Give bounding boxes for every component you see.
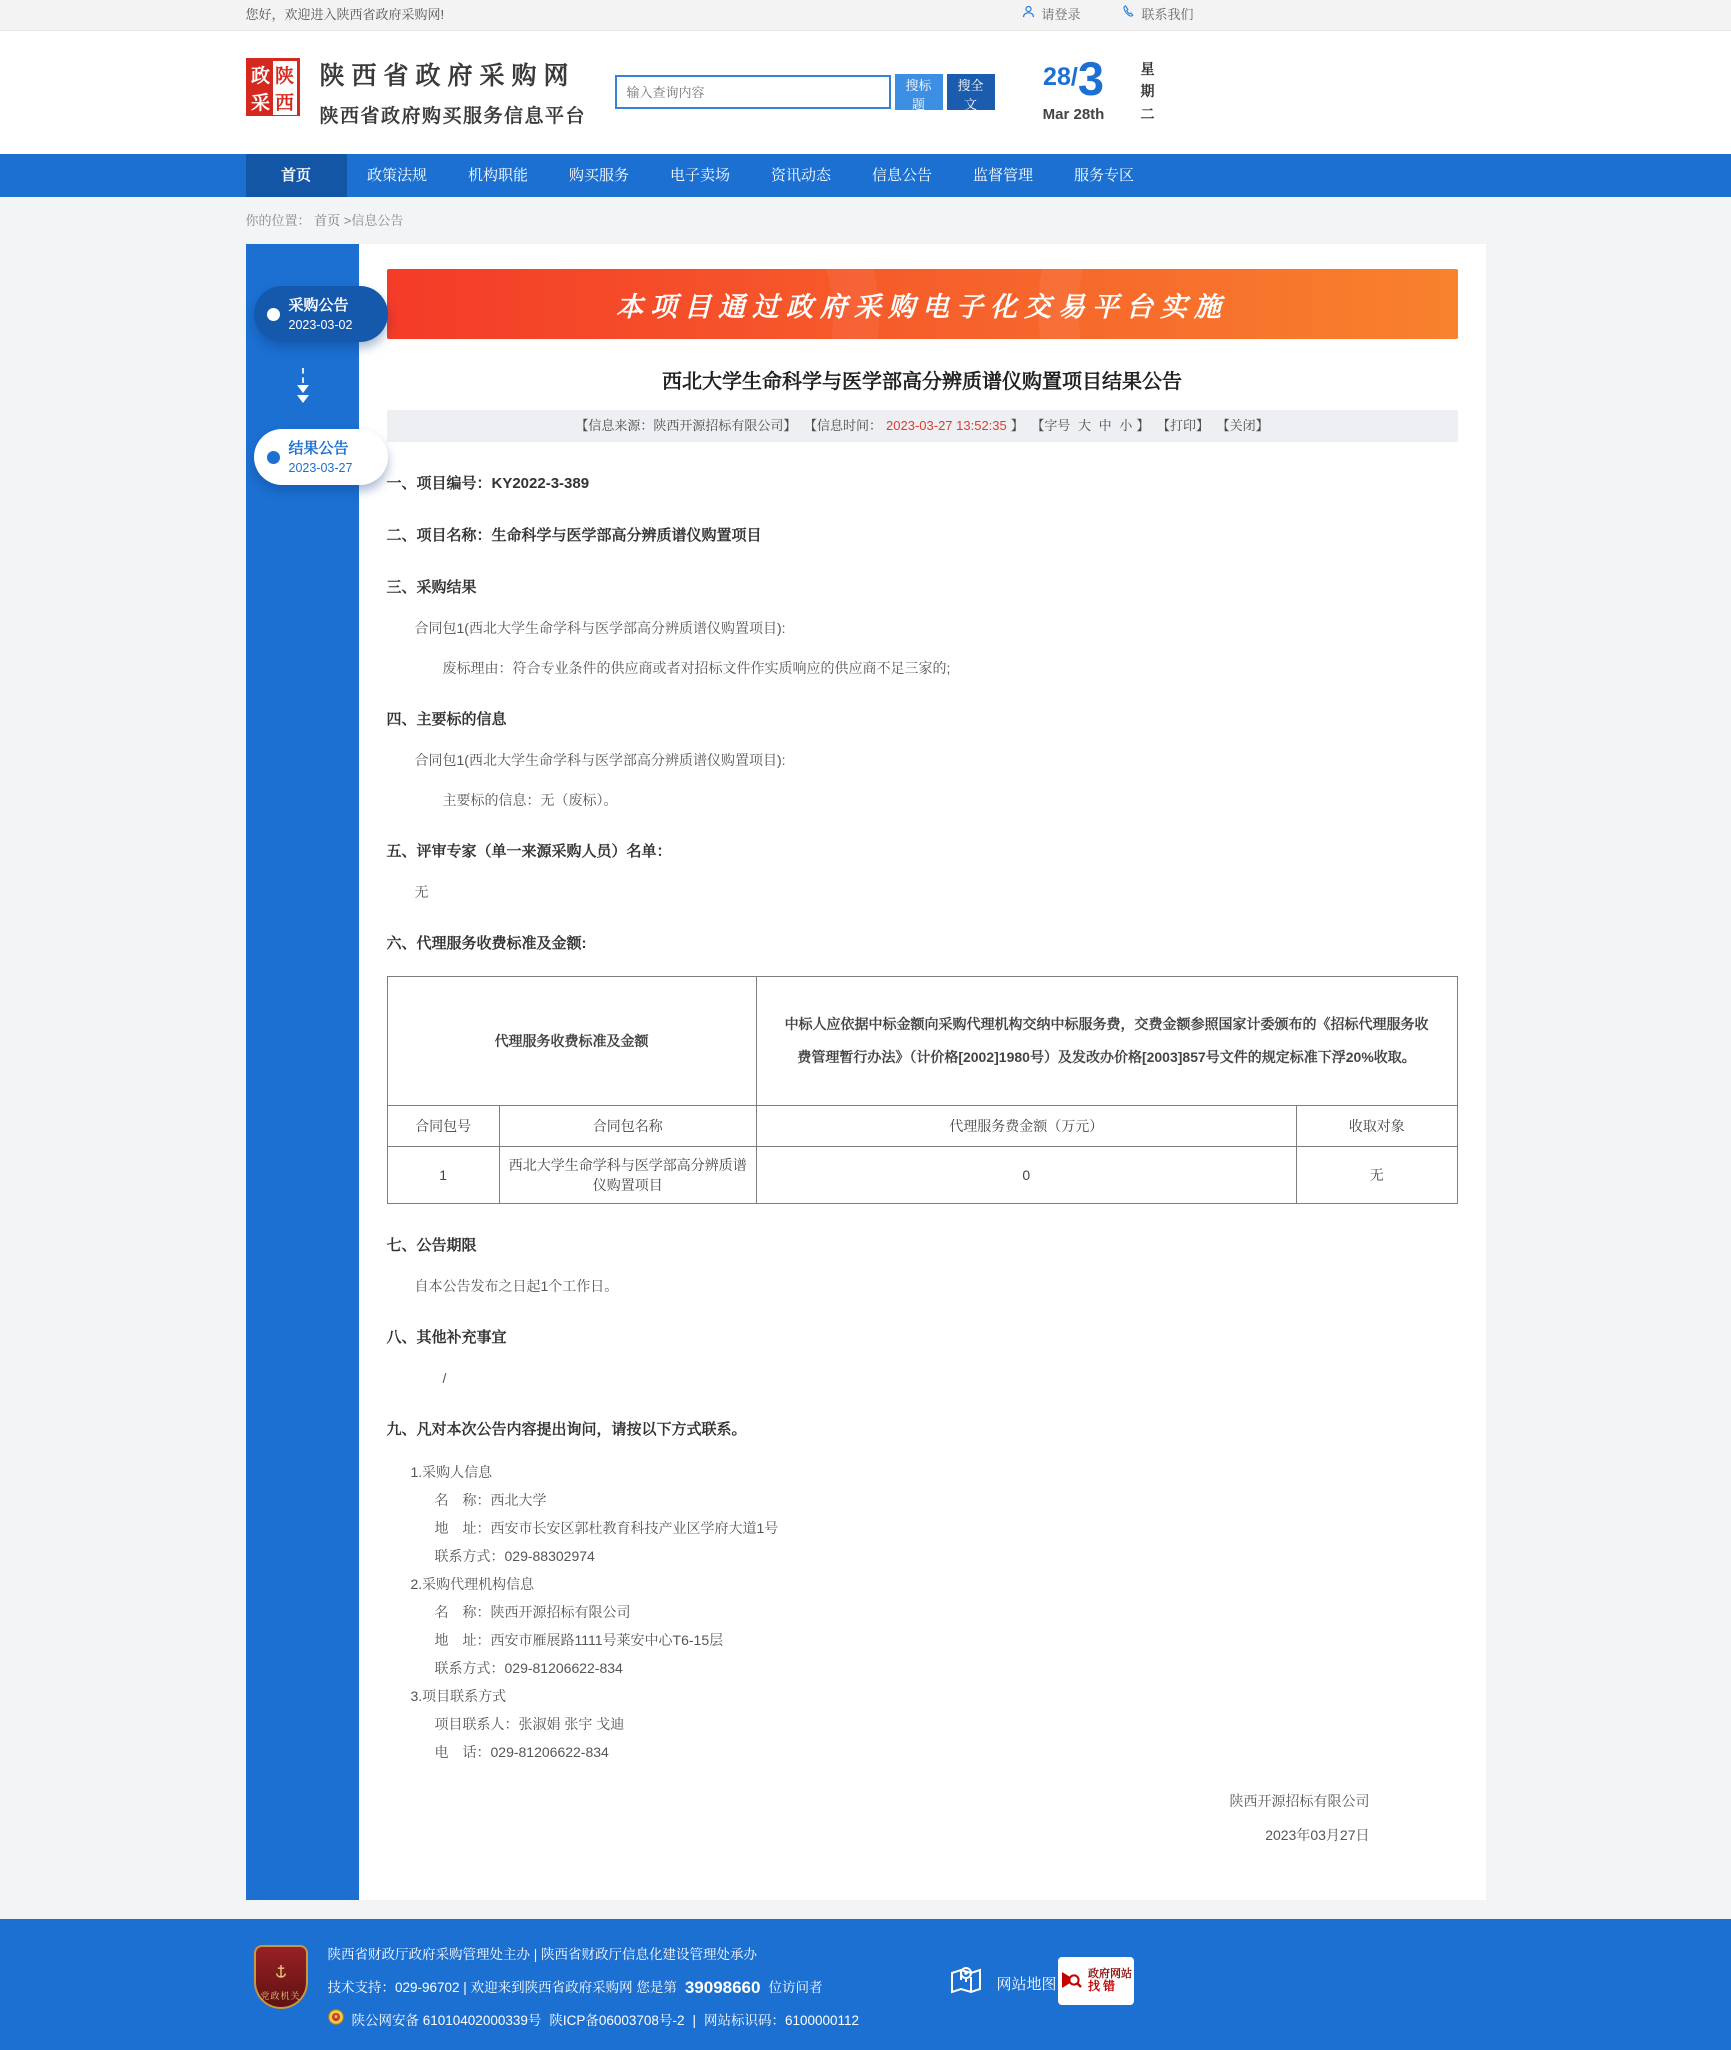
nav-item-announcements[interactable]: 信息公告 bbox=[871, 167, 932, 184]
nav-item-service-zone[interactable]: 服务专区 bbox=[1073, 167, 1134, 184]
buyer-phone: 联系方式：029-88302974 bbox=[434, 1548, 595, 1564]
footer-separator: | bbox=[692, 2013, 696, 2028]
fontsize-large-button[interactable]: 大 bbox=[1078, 418, 1092, 433]
fee-table-merged-title: 代理服务收费标准及金额 bbox=[387, 977, 756, 1106]
nav-item-news[interactable]: 资讯动态 bbox=[770, 167, 831, 184]
phone-icon bbox=[1121, 0, 1136, 30]
site-subtitle: 陕西省政府购买服务信息平台 bbox=[319, 106, 587, 127]
sitemap-label: 网站地图 bbox=[996, 1975, 1057, 1993]
signature-date: 2023年03月27日 bbox=[1265, 1827, 1370, 1843]
meta-time-label: 【信息时间： bbox=[804, 418, 883, 433]
site-logo[interactable] bbox=[246, 58, 300, 116]
table-row bbox=[387, 1147, 1457, 1204]
welcome-text: 您好，欢迎进入陕西省政府采购网! bbox=[245, 7, 445, 22]
meta-time-value: 2023-03-27 13:52:35 bbox=[886, 418, 1007, 433]
agency-fee-table bbox=[387, 976, 1458, 1204]
gov-site-error-report-badge[interactable] bbox=[1058, 1957, 1134, 2005]
user-icon bbox=[1021, 0, 1036, 30]
buyer-name: 名 称：西北大学 bbox=[434, 1492, 547, 1508]
weekday-label: 星期二 bbox=[1140, 61, 1155, 122]
section-5-paragraph: 无 bbox=[414, 884, 429, 900]
meta-fontsize-close: 】 bbox=[1136, 418, 1150, 433]
logo-char: 政 bbox=[249, 61, 273, 88]
police-registration[interactable]: 陕公网安备 61010402000339号 bbox=[351, 2013, 542, 2028]
site-identifier-code: 网站标识码：6100000112 bbox=[703, 2013, 860, 2028]
section-3-heading: 三、采购结果 bbox=[386, 579, 477, 596]
article-meta-bar bbox=[387, 410, 1458, 442]
meta-fontsize-label: 【字号 bbox=[1031, 418, 1071, 433]
fee-table-header: 合同包名称 bbox=[499, 1106, 756, 1147]
date-english: Mar 28th bbox=[1042, 106, 1105, 123]
login-label: 请登录 bbox=[1041, 7, 1081, 22]
date-widget bbox=[1034, 51, 1114, 123]
contact-us-link[interactable] bbox=[1121, 0, 1194, 30]
shield-badge-label: 党政机关 bbox=[260, 1991, 301, 2001]
sidebar-item-date: 2023-03-02 bbox=[288, 317, 353, 332]
arrow-down-icon bbox=[296, 368, 310, 403]
fee-table-header: 代理服务费金额（万元） bbox=[756, 1106, 1296, 1147]
error-finder-icon bbox=[1059, 1968, 1083, 1995]
section-8-heading: 八、其他补充事宜 bbox=[386, 1329, 507, 1346]
nav-item-home[interactable]: 首页 bbox=[246, 154, 347, 197]
party-emblem-icon bbox=[273, 1963, 289, 1986]
signature-block bbox=[387, 1791, 1458, 1845]
error-badge-line2: 找错 bbox=[1088, 1979, 1119, 1994]
login-link[interactable] bbox=[1021, 0, 1081, 30]
breadcrumb-home-link[interactable]: 首页 bbox=[314, 213, 341, 228]
section-3-paragraph: 合同包1(西北大学生命学科与医学部高分辨质谱仪购置项目): bbox=[414, 620, 786, 636]
logo-char: 采 bbox=[249, 88, 273, 115]
party-gov-shield-badge bbox=[254, 1945, 308, 2009]
section-7-heading: 七、公告期限 bbox=[386, 1237, 477, 1254]
fontsize-small-button[interactable]: 小 bbox=[1119, 418, 1133, 433]
section-5-heading: 五、评审专家（单一来源采购人员）名单： bbox=[386, 843, 672, 860]
project-contact-person: 项目联系人：张淑娟 张宇 戈迪 bbox=[434, 1716, 625, 1732]
logo-char: 西 bbox=[273, 88, 297, 115]
search-fulltext-button[interactable]: 搜全文 bbox=[947, 74, 995, 110]
fee-table-cell: 无 bbox=[1296, 1147, 1457, 1204]
main-nav bbox=[0, 154, 1731, 197]
map-icon bbox=[948, 1963, 984, 2003]
article-panel bbox=[359, 244, 1486, 1900]
fee-table-merged-desc: 中标人应依据中标金额向采购代理机构交纳中标服务费，交费金额参照国家计委颁布的《招标代理服务收费管理暂行办法》（计价格[2002]1980号）及发改办价格[2003]857号文件的规定标准下浮20%收取。 bbox=[756, 977, 1457, 1106]
fee-table-cell: 1 bbox=[387, 1147, 499, 1204]
topbar bbox=[0, 0, 1731, 31]
contact-us-label: 联系我们 bbox=[1141, 7, 1194, 22]
site-title: 陕西省政府采购网 bbox=[319, 62, 576, 90]
print-button[interactable]: 【打印】 bbox=[1156, 418, 1209, 433]
search-bar bbox=[615, 74, 995, 110]
sidebar-item-result-notice[interactable] bbox=[254, 429, 388, 485]
breadcrumb-label: 你的位置： bbox=[245, 213, 311, 228]
project-contact-title: 3.项目联系方式 bbox=[410, 1688, 507, 1704]
error-badge-line1: 政府网站 bbox=[1088, 1967, 1132, 1980]
footer-support-suffix: 位访问者 bbox=[768, 1980, 823, 1995]
nav-item-functions[interactable]: 机构职能 bbox=[467, 167, 528, 184]
meta-source: 【信息来源：陕西开源招标有限公司】 bbox=[575, 418, 797, 433]
platform-banner-text: 本项目通过政府采购电子化交易平台实施 bbox=[616, 291, 1228, 322]
section-6-heading: 六、代理服务收费标准及金额: bbox=[386, 935, 587, 952]
section-4-paragraph: 主要标的信息：无（废标）。 bbox=[442, 792, 618, 808]
fee-table-header: 合同包号 bbox=[387, 1106, 499, 1147]
icp-registration[interactable]: 陕ICP备06003708号-2 bbox=[549, 2013, 685, 2028]
breadcrumb-current: >信息公告 bbox=[343, 213, 404, 228]
sidebar-item-procurement-notice[interactable] bbox=[254, 286, 388, 342]
date-month: 3 bbox=[1077, 52, 1104, 105]
site-header bbox=[0, 31, 1731, 154]
site-titles bbox=[320, 56, 587, 128]
sitemap-link[interactable] bbox=[948, 1963, 1057, 2003]
section-8-paragraph: / bbox=[442, 1370, 447, 1386]
visitor-count: 39098660 bbox=[684, 1978, 761, 1997]
bullet-dot-icon bbox=[267, 308, 280, 321]
sidebar-item-label: 结果公告 bbox=[288, 439, 349, 457]
fontsize-medium-button[interactable]: 中 bbox=[1098, 418, 1112, 433]
section-4-paragraph: 合同包1(西北大学生命学科与医学部高分辨质谱仪购置项目): bbox=[414, 752, 786, 768]
section-7-paragraph: 自本公告发布之日起1个工作日。 bbox=[414, 1278, 619, 1294]
breadcrumb bbox=[246, 197, 1486, 244]
bullet-dot-icon bbox=[267, 451, 280, 464]
article-title: 西北大学生命科学与医学部高分辨质谱仪购置项目结果公告 bbox=[662, 371, 1182, 393]
footer-sponsor-line: 陕西省财政厅政府采购管理处主办 | 陕西省财政厅信息化建设管理处承办 bbox=[327, 1947, 758, 1962]
section-9-heading: 九、凡对本次公告内容提出询问，请按以下方式联系。 bbox=[386, 1421, 747, 1438]
police-badge-icon bbox=[328, 2004, 344, 2037]
sidebar-item-label: 采购公告 bbox=[288, 296, 349, 314]
fee-table-cell: 西北大学生命学科与医学部高分辨质谱仪购置项目 bbox=[499, 1147, 756, 1204]
platform-banner bbox=[387, 269, 1458, 339]
search-input[interactable] bbox=[615, 75, 891, 109]
nav-item-policies[interactable]: 政策法规 bbox=[366, 167, 427, 184]
search-title-button[interactable]: 搜标题 bbox=[895, 74, 943, 110]
section-3-paragraph: 废标理由：符合专业条件的供应商或者对招标文件作实质响应的供应商不足三家的; bbox=[442, 660, 951, 676]
nav-item-supervision[interactable]: 监督管理 bbox=[972, 167, 1033, 184]
fee-table-cell: 0 bbox=[756, 1147, 1296, 1204]
buyer-address: 地 址：西安市长安区郭杜教育科技产业区学府大道1号 bbox=[434, 1520, 779, 1536]
footer-support-line bbox=[328, 1971, 860, 2004]
section-4-heading: 四、主要标的信息 bbox=[386, 711, 507, 728]
meta-time-close: 】 bbox=[1010, 418, 1024, 433]
announcement-sidebar bbox=[246, 244, 359, 1900]
buyer-info-title: 1.采购人信息 bbox=[410, 1464, 493, 1480]
agency-name: 名 称：陕西开源招标有限公司 bbox=[434, 1604, 631, 1620]
project-contact-phone: 电 话：029-81206622-834 bbox=[434, 1744, 609, 1760]
signature-org: 陕西开源招标有限公司 bbox=[1229, 1793, 1370, 1809]
contact-info bbox=[387, 1460, 1458, 1765]
footer-registration-line bbox=[328, 2004, 860, 2037]
agency-address: 地 址：西安市雁展路1111号莱安中心T6-15层 bbox=[434, 1632, 724, 1648]
logo-char: 陕 bbox=[273, 61, 297, 88]
agency-phone: 联系方式：029-81206622-834 bbox=[434, 1660, 623, 1676]
nav-item-purchase-services[interactable]: 购买服务 bbox=[568, 167, 629, 184]
topbar-right bbox=[1021, 0, 1194, 30]
section-1-heading: 一、项目编号：KY2022-3-389 bbox=[386, 475, 590, 492]
nav-item-e-mall[interactable]: 电子卖场 bbox=[669, 167, 730, 184]
footer-support-prefix: 技术支持：029-96702 | 欢迎来到陕西省政府采购网 您是第 bbox=[327, 1980, 677, 1995]
close-button[interactable]: 【关闭】 bbox=[1216, 418, 1269, 433]
date-day: 28/ bbox=[1043, 63, 1078, 91]
footer-text-block bbox=[328, 1938, 860, 2037]
section-2-heading: 二、项目名称：生命科学与医学部高分辨质谱仪购置项目 bbox=[386, 527, 762, 544]
fee-table-header: 收取对象 bbox=[1296, 1106, 1457, 1147]
sidebar-item-date: 2023-03-27 bbox=[288, 460, 353, 475]
agency-info-title: 2.采购代理机构信息 bbox=[410, 1576, 535, 1592]
